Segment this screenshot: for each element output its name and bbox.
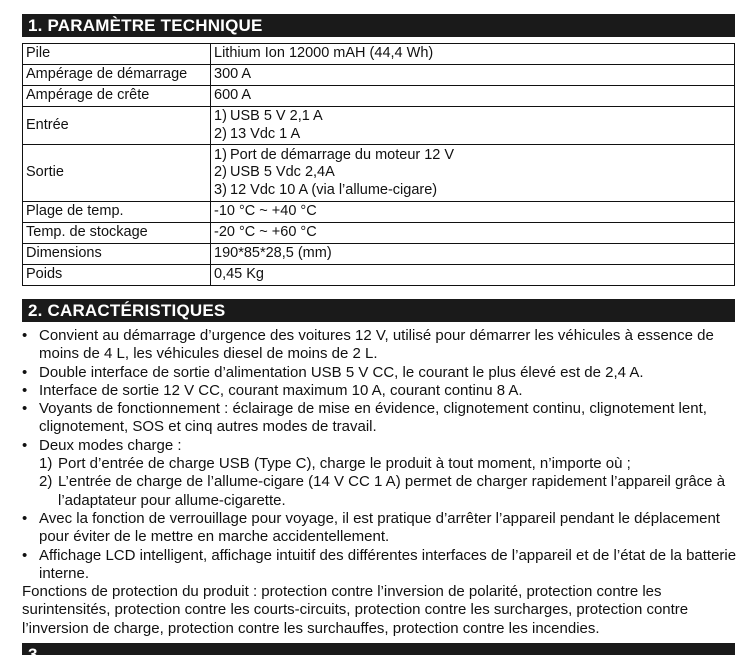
bullet-text: Voyants de fonctionnement : éclairage de mise en évidence, clignotement continu, clignotement lent, clignotement, SOS et cinq autres modes de travail. <box>39 400 707 436</box>
bullet-icon: • <box>22 327 28 344</box>
section-3-header <box>22 643 735 664</box>
item-text: L’entrée de charge de l’allume-cigare (14 V CC 1 A) permet de charger rapidement l’appareil grâce à l’adaptateur pour allume-cigarette. <box>58 473 726 509</box>
spec-key: Poids <box>23 265 211 286</box>
features-list <box>22 327 742 638</box>
bullet-icon: • <box>22 436 28 454</box>
item-number: 2) <box>214 125 227 142</box>
bullet-icon: • <box>22 363 28 381</box>
table-row <box>23 86 735 107</box>
spec-key: Entrée <box>23 107 211 145</box>
table-row <box>23 202 735 223</box>
item-text: Port d’entrée de charge USB (Type C), charge le produit à tout moment, n’importe où ; <box>58 455 631 473</box>
bullet-text: Interface de sortie 12 V CC, courant maximum 10 A, courant continu 8 A. <box>39 381 523 399</box>
section-1-title: 1. PARAMÈTRE TECHNIQUE <box>28 16 263 35</box>
spec-key: Sortie <box>23 145 211 202</box>
numbered-item <box>22 455 742 473</box>
spec-value: -20 °C ~ +60 °C <box>211 223 735 244</box>
bullet-text: Double interface de sortie d’alimentation USB 5 V CC, le courant le plus élevé est de 2,4 A. <box>39 363 644 381</box>
table-row <box>23 65 735 86</box>
numbered-line <box>214 147 734 165</box>
item-text: USB 5 Vdc 2,4A <box>230 164 335 181</box>
bullet-icon: • <box>22 509 28 527</box>
bullet-text: Affichage LCD intelligent, affichage intuitif des différentes interfaces de l’appareil et de l’état de la batterie interne. <box>39 546 737 582</box>
item-number: 2) <box>39 473 53 491</box>
numbered-item <box>22 473 742 510</box>
item-text: 13 Vdc 1 A <box>230 125 301 142</box>
spec-key: Ampérage de démarrage <box>23 65 211 86</box>
item-number: 1) <box>39 455 53 473</box>
protection-paragraph: Fonctions de protection du produit : protection contre l’inversion de polarité, protection contre les surintensités, protection contre les courts-circuits, protection contre les surcharges, protection contre l’inversion de charge, protection contre les surchauffes, protection contre les incendies. <box>22 583 689 637</box>
list-item <box>22 327 742 364</box>
item-text: USB 5 V 2,1 A <box>230 108 323 124</box>
bullet-icon: • <box>22 400 28 418</box>
spec-key: Ampérage de crête <box>23 86 211 107</box>
list-item <box>22 547 742 584</box>
list-item <box>22 382 742 400</box>
spec-key: Temp. de stockage <box>23 223 211 244</box>
section-1-header <box>22 14 735 37</box>
item-number: 1) <box>214 108 227 124</box>
numbered-line <box>214 182 734 200</box>
section-2-title: 2. CARACTÉRISTIQUES <box>28 301 226 320</box>
bullet-icon: • <box>22 546 28 564</box>
spec-value: 300 A <box>211 65 735 86</box>
spec-key: Dimensions <box>23 244 211 265</box>
list-item <box>22 400 742 437</box>
list-item <box>22 364 742 382</box>
table-row <box>23 223 735 244</box>
spec-value: 600 A <box>211 86 735 107</box>
table-row <box>23 265 735 286</box>
spec-key: Pile <box>23 44 211 65</box>
table-row <box>23 44 735 65</box>
item-number: 1) <box>214 146 227 163</box>
numbered-line <box>214 164 734 182</box>
bullet-text: Deux modes charge : <box>39 436 182 454</box>
numbered-line <box>214 126 734 144</box>
table-row <box>23 107 735 145</box>
table-row <box>23 145 735 202</box>
item-number: 2) <box>214 164 227 181</box>
item-number: 3) <box>214 181 227 198</box>
section-3-title: 3. ... <box>28 645 63 664</box>
list-item <box>22 510 742 547</box>
spec-table <box>22 43 735 286</box>
list-item <box>22 437 742 455</box>
spec-value <box>211 145 735 202</box>
spec-key: Plage de temp. <box>23 202 211 223</box>
item-text: Port de démarrage du moteur 12 V <box>230 146 455 163</box>
spec-value <box>211 107 735 145</box>
bullet-icon: • <box>22 381 28 399</box>
spec-value: 190*85*28,5 (mm) <box>211 244 735 265</box>
spec-value: Lithium Ion 12000 mAH (44,4 Wh) <box>211 44 735 65</box>
bullet-text: Convient au démarrage d’urgence des voitures 12 V, utilisé pour démarrer les véhicules à essence de moins de 4 L, les véhicules diesel de moins de 2 L. <box>39 327 714 363</box>
spec-value: 0,45 Kg <box>211 265 735 286</box>
bullet-text: Avec la fonction de verrouillage pour voyage, il est pratique d’arrêter l’appareil pendant le déplacement pour éviter de le mettre en marche accidentellement. <box>39 509 720 546</box>
table-row <box>23 244 735 265</box>
spec-value: -10 °C ~ +40 °C <box>211 202 735 223</box>
numbered-line <box>214 108 734 126</box>
item-text: 12 Vdc 10 A (via l’allume-cigare) <box>230 181 438 198</box>
section-2-header <box>22 299 735 322</box>
